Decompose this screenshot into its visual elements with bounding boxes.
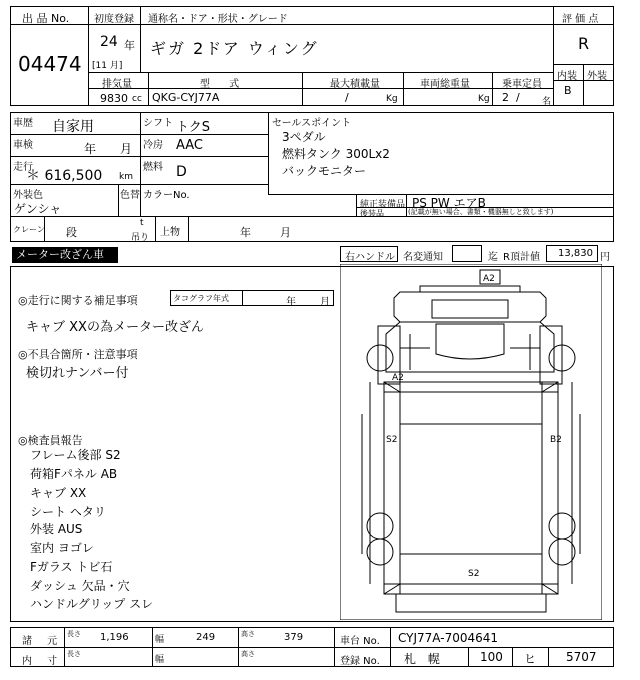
max-load-unit: Kg (386, 94, 398, 104)
genuine-equipment-value: PS PW エアB (412, 196, 486, 210)
sales-points-label: セールスポイント (272, 118, 352, 129)
odo-value: 13,830 (558, 248, 593, 259)
exterior-grade-label: 外装 (587, 71, 607, 82)
cab-roof (436, 324, 504, 359)
driving-notes-title: ◎走行に関する補足事項 (18, 294, 138, 307)
mark-rear-s2: S2 (468, 569, 480, 579)
displacement-value: 9830 (100, 92, 128, 105)
drive-side-value: 右ハンドル (345, 252, 395, 263)
tacho-label: タコグラフ年式 (173, 294, 229, 303)
mileage-value: ＊ 616,500 (26, 168, 103, 184)
fuel-value: D (176, 164, 187, 180)
inspector-line-3: キャブ XX (30, 486, 87, 500)
inspector-line-4: シート ヘタリ (30, 505, 106, 519)
truck-damage-diagram (340, 264, 602, 620)
dims-label: 諸 元 (22, 636, 64, 647)
reg-kana: ヒ (524, 652, 537, 666)
sales-point-2: 燃料タンク 300Lx2 (282, 147, 390, 161)
reg-month: [11 月] (92, 61, 123, 71)
gvw-label: 車両総重量 (420, 79, 470, 90)
height-label: 高さ (241, 630, 255, 638)
inspector-line-1: フレーム後部 S2 (30, 448, 121, 462)
driving-note-line: キャブ XXの為メーター改ざん (26, 320, 204, 335)
name-label: 通称名・ドア・形状・グレード (148, 14, 288, 25)
first-reg-label: 初度登録 (94, 14, 134, 25)
rating-value: R (578, 34, 590, 53)
inner-dims-label: 内 寸 (22, 656, 64, 667)
reg-year-unit: 年 (124, 39, 135, 52)
diagram-frame (340, 264, 602, 620)
height-value: 379 (284, 632, 304, 643)
right-door (540, 326, 562, 384)
reg-year: 24 (100, 34, 118, 50)
name-change-box (452, 245, 482, 262)
front-left-wheel (367, 345, 393, 371)
tacho-year: 年 (286, 297, 296, 308)
capacity-unit: 名 (542, 97, 552, 107)
lot-number: 04474 (18, 52, 82, 76)
mileage-unit: km (119, 172, 133, 182)
rear-right-wheel-1 (549, 513, 575, 539)
inspection-year: 年 (84, 142, 97, 156)
odo-prefix: 迄 (488, 252, 498, 263)
length-value: 1,196 (100, 632, 129, 643)
crane-tons-sub: 吊り (131, 233, 150, 243)
inner-height-label: 高さ (241, 650, 255, 658)
odo-label: R頂計値 (503, 252, 540, 263)
inspector-line-5: 外装 AUS (30, 522, 83, 536)
inspection-label: 車検 (13, 140, 33, 151)
fuel-label: 燃料 (143, 162, 163, 173)
inspector-line-7: Fガラス トビ石 (30, 560, 113, 574)
crane-tons: t (140, 218, 144, 228)
aftermarket-note: (記載が無い場合、書類・機器無しと致します) (408, 208, 554, 216)
ext-color-value: ゲンシャ (14, 202, 62, 216)
crane-label: クレーン (13, 225, 45, 234)
model-label: 型 式 (200, 79, 248, 90)
mark-top-a2: A2 (483, 274, 495, 284)
reg-number: 5707 (566, 650, 597, 664)
upper-month: 月 (280, 226, 291, 239)
reg-label: 登録 No. (340, 656, 380, 667)
interior-grade-value: B (564, 84, 572, 97)
rear-left-wheel-2 (367, 539, 393, 565)
width-value: 249 (196, 632, 216, 643)
defect-line: 検切れナンバー付 (26, 366, 129, 381)
length-label: 長さ (67, 630, 81, 638)
defect-title: ◎不具合箇所・注意事項 (18, 348, 138, 361)
upper-year: 年 (240, 226, 251, 239)
shift-label: シフト (143, 118, 173, 129)
crane-steps: 段 (66, 226, 77, 239)
chassis-label: 車台 No. (340, 636, 380, 647)
rear-right-wheel-2 (549, 539, 575, 565)
mark-left-a2: A2 (392, 373, 404, 383)
history-label: 車歴 (13, 118, 33, 129)
lot-no-label: 出 品 No. (22, 12, 70, 25)
windshield (432, 300, 508, 318)
mark-right-b2: B2 (550, 435, 562, 445)
car-name: ギガ 2ドア ウィング (150, 39, 319, 58)
rating-label: 評 価 点 (562, 14, 599, 25)
genuine-equipment-label: 純正装備品 (360, 200, 406, 210)
color-no-label: カラーNo. (143, 190, 190, 201)
reg-area: 札 幌 (404, 652, 444, 666)
ac-value: AAC (176, 138, 203, 153)
inspection-month: 月 (120, 142, 133, 156)
shift-value: トクS (176, 120, 210, 135)
model-value: QKG-CYJ77A (152, 91, 220, 104)
meter-tamper-banner: メーター改ざん車 (12, 247, 118, 263)
inspector-line-8: ダッシュ 欠品・穴 (30, 579, 130, 593)
capacity-sep: / (516, 91, 520, 104)
odo-unit: 円 (600, 252, 610, 263)
inner-width-label: 幅 (155, 655, 165, 665)
inspector-line-2: 荷箱Fパネル AB (30, 467, 118, 481)
max-load-label: 最大積載量 (330, 79, 380, 90)
mileage-label: 走行 (13, 162, 33, 173)
width-label: 幅 (155, 635, 165, 645)
aftermarket-label: 後装品 (360, 209, 384, 218)
reg-class: 100 (480, 650, 503, 664)
interior-grade-label: 内装 (557, 71, 577, 82)
max-load-value: / (345, 91, 349, 104)
inspector-line-9: ハンドルグリップ スレ (30, 597, 154, 611)
tacho-month: 月 (320, 297, 330, 308)
inner-length-label: 長さ (67, 650, 81, 658)
upper-body-label: 上物 (160, 227, 180, 238)
color-change-label: 色替 (120, 190, 140, 201)
chassis-value: CYJ77A-7004641 (398, 631, 499, 645)
ac-label: 冷房 (143, 140, 163, 151)
inspector-title: ◎検査員報告 (18, 434, 83, 447)
inspector-line-6: 室内 ヨゴレ (30, 541, 94, 555)
displacement-label: 排気量 (102, 79, 132, 90)
sales-point-3: バックモニター (282, 164, 367, 178)
name-change-label: 名変通知 (403, 252, 443, 263)
history-value: 自家用 (52, 119, 94, 135)
rear-left-wheel-1 (367, 513, 393, 539)
sales-point-1: 3ペダル (282, 130, 326, 144)
capacity-label: 乗車定員 (502, 79, 542, 90)
cargo-box (384, 382, 558, 594)
mark-left-s2: S2 (386, 435, 398, 445)
capacity-value: 2 (502, 91, 509, 104)
ext-color-label: 外装色 (13, 190, 43, 201)
gvw-unit: Kg (478, 94, 490, 104)
displacement-unit: cc (132, 94, 142, 104)
